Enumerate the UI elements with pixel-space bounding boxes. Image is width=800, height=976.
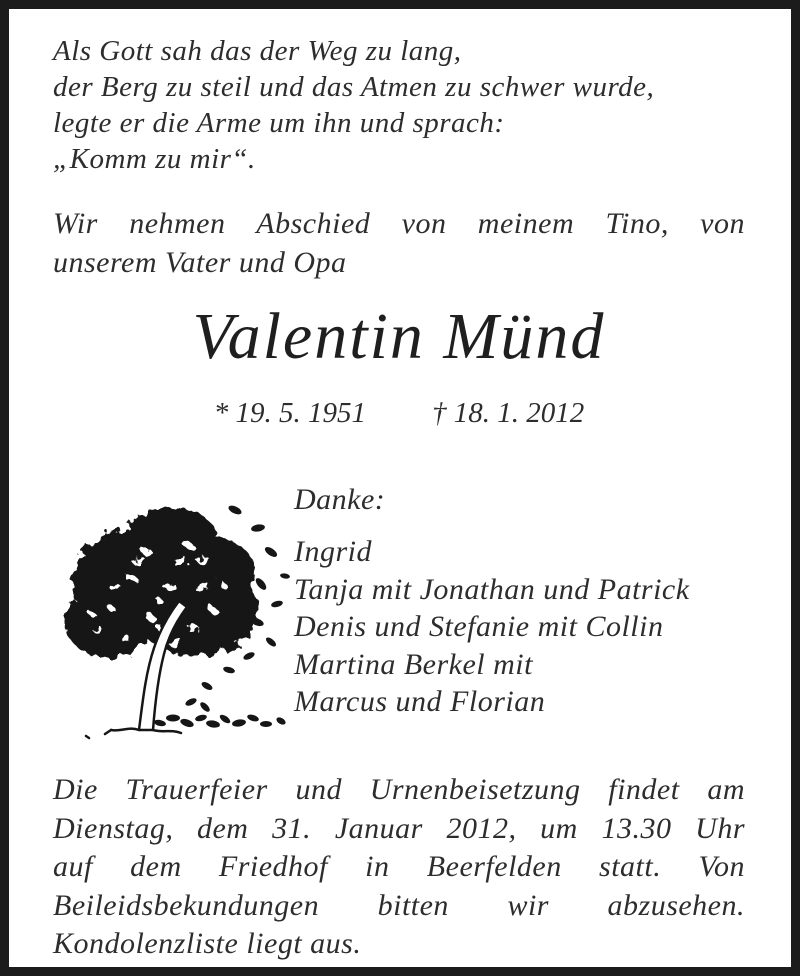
funeral-info-line: Die Trauerfeier und Urnenbeisetzung findet am — [53, 773, 745, 806]
thanks-name: Martina Berkel mit — [294, 647, 533, 681]
life-dates — [53, 396, 745, 430]
verse-line: Als Gott sah das der Weg zu lang, — [53, 35, 462, 67]
thanks-name: Marcus und Florian — [294, 685, 546, 718]
verse-line: der Berg zu steil und das Atmen zu schwer wurde, — [53, 71, 655, 103]
opening-verse — [53, 33, 745, 177]
farewell-intro-line: unserem Vater und Opa — [53, 246, 347, 279]
thanks-names-list — [294, 533, 745, 721]
thanks-name: Ingrid — [294, 535, 372, 568]
thanks-heading: Danke: — [294, 483, 386, 516]
obituary-content — [9, 9, 791, 967]
death-date: † 18. 1. 2012 — [432, 397, 585, 429]
thanks-name: Denis und Stefanie mit Collin — [294, 610, 664, 643]
thanks-text — [294, 482, 745, 721]
thanks-section — [53, 482, 745, 737]
deceased-name: Valentin Münd — [192, 300, 606, 373]
tree-illustration-icon — [53, 490, 294, 745]
funeral-info-line: Dienstag, dem 31. Januar 2012, um 13.30 Uhr — [53, 811, 745, 845]
verse-line: „Komm zu mir“. — [53, 143, 256, 175]
funeral-info — [53, 771, 745, 964]
funeral-info-line: auf dem Friedhof in Beerfelden statt. Von — [53, 850, 745, 883]
farewell-intro-line: Wir nehmen Abschied von meinem Tino, von — [53, 207, 745, 240]
verse-line: legte er die Arme um ihn und sprach: — [53, 107, 505, 139]
funeral-info-line: Beileidsbekundungen bitten wir abzusehen. — [53, 888, 745, 922]
farewell-intro — [53, 204, 745, 282]
funeral-info-line: Kondolenzliste liegt aus. — [53, 927, 362, 960]
thanks-name: Tanja mit Jonathan und Patrick — [294, 572, 690, 606]
birth-date: * 19. 5. 1951 — [213, 397, 366, 429]
